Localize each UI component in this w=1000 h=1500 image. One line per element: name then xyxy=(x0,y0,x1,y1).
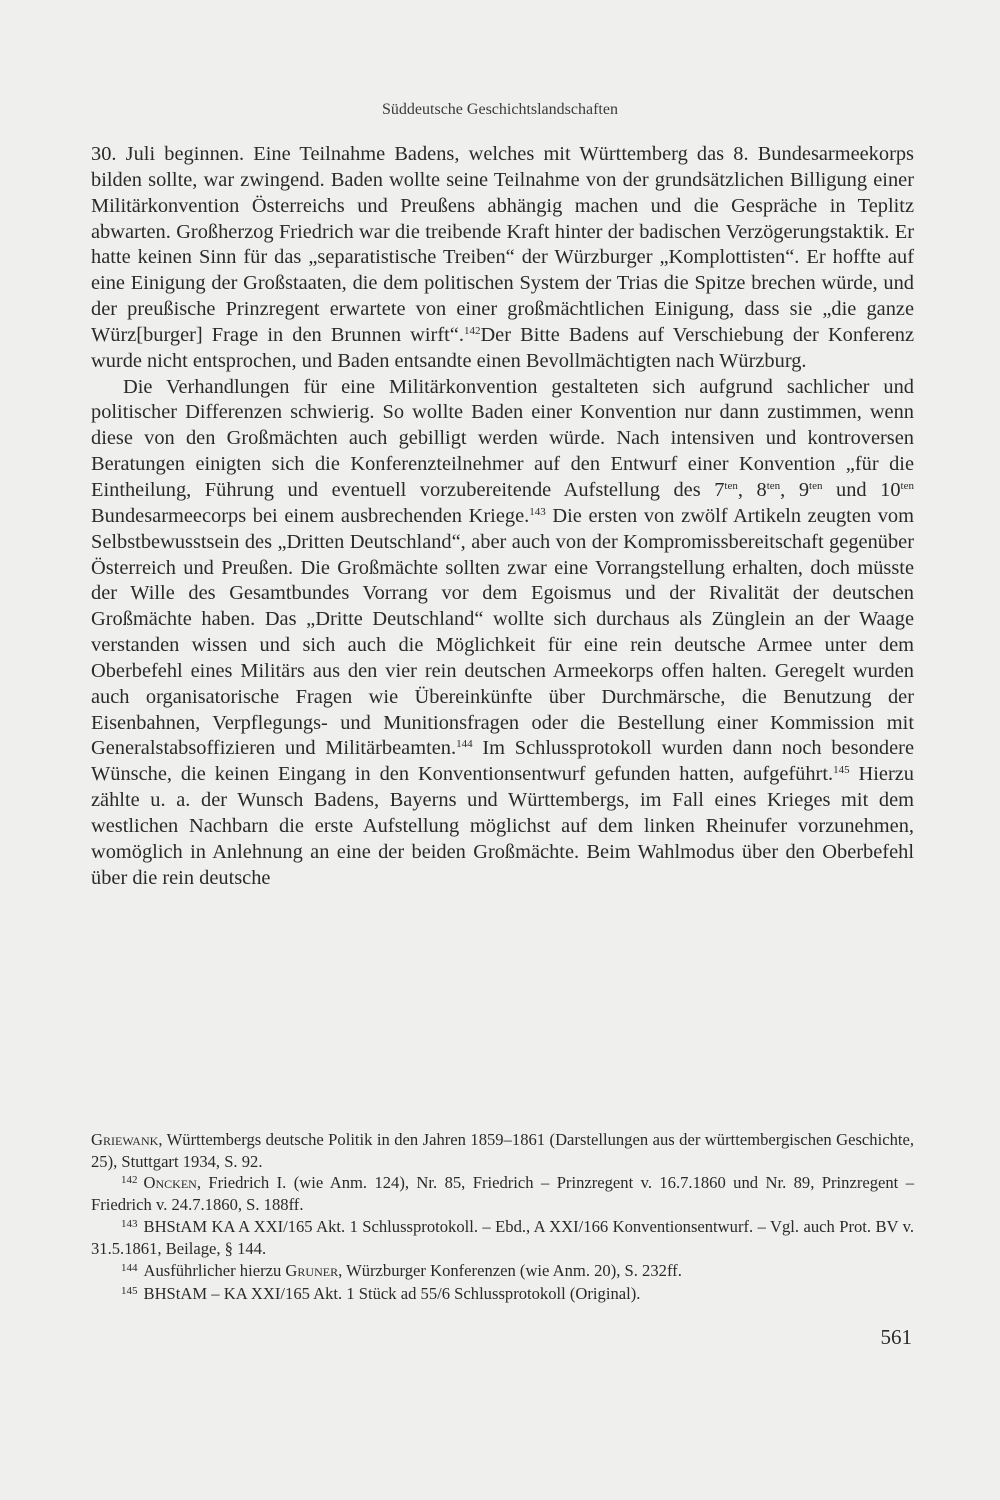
paragraph-2-text-c: Die ersten von zwölf Artikeln zeugten vom Selbstbewusstsein des „Dritten Deutschland“, aber auch von der Kompromissbereitschaft gegenüber Österreich und Preußen. Die Großmächte sollten zwar eine Vorrangstellung erhalten, doch müsste der Wille des Gesamtbundes Vorrang vor dem Egoismus und der Rivalität der deutschen Großmächte haben. Das „Dritte Deutschland“ wollte sich durchaus als Zünglein an der Waage verstanden wissen und sich auch die Möglichkeit für eine rein deutsche Armee unter dem Oberbefehl eines Militärs aus den vier rein deutschen Armeekorps offen halten. Geregelt wurden auch organisatorische Fragen wie Übereinkünfte über Durchmärsche, die Benutzung der Eisenbahnen, Verpflegungs- und Munitionsfragen oder die Bestellung einer Kommission mit Generalstabsoffizieren und Militärbeamten. xyxy=(91,504,914,760)
footnote-text: , Friedrich I. (wie Anm. 124), Nr. 85, Friedrich – Prinzregent v. 16.7.1860 und Nr. 89, Prinzregent – Friedrich v. 24.7.1860, S. 188ff. xyxy=(91,1173,914,1214)
footnote-text: , Württembergs deutsche Politik in den Jahren 1859–1861 (Darstellungen aus der württembergischen Geschichte, 25), Stuttgart 1934, S. 92. xyxy=(91,1130,914,1171)
ordinal-suffix: ten xyxy=(809,479,823,492)
separator: und xyxy=(822,478,881,501)
paragraph-2-text-b: Bundesarmeecorps bei einem ausbrechenden Kriege. xyxy=(91,504,530,527)
ordinal-suffix: ten xyxy=(766,479,781,492)
separator: , xyxy=(737,478,757,501)
footnote-ref-144[interactable]: 144 xyxy=(456,738,473,751)
footnote-text: BHStAM – KA XXI/165 Akt. 1 Stück ad 55/6 Schlussprotokoll (Original). xyxy=(143,1283,641,1303)
footnote-ref-143[interactable]: 143 xyxy=(529,505,546,518)
footnote-number: 142 xyxy=(121,1174,138,1186)
footnote-text: BHStAM KA A XXI/165 Akt. 1 Schlussprotokoll. – Ebd., A XXI/166 Konventionsentwurf. – Vgl. auch Prot. BV v. 31.5.1861, Beilage, § 144. xyxy=(91,1217,914,1258)
separator: , xyxy=(780,478,799,501)
paragraph-2-text-e: Hierzu zählte u. a. der Wunsch Badens, Bayerns und Württembergs, im Fall eines Krieges mit dem westlichen Nachbarn die erste Aufstellung möglichst auf dem linken Rheinufer vorzunehmen, womöglich in Anlehnung an eine der beiden Großmächte. Beim Wahlmodus über den Oberbefehl über die rein deutsche xyxy=(91,763,914,889)
ordinal-8: 8 xyxy=(756,478,767,501)
ordinal-suffix: ten xyxy=(900,479,914,492)
footnote-145 xyxy=(91,1283,914,1305)
paragraph-1-text-a: 30. Juli beginnen. Eine Teilnahme Badens, welches mit Württemberg das 8. Bundesarmeekorps bilden sollte, war zwingend. Baden wollte seine Teilnahme von der grundsätzlichen Billigung einer Militärkonvention Österreichs und Preußens abhängig machen und die Gespräche in Teplitz abwarten. Großherzog Friedrich war die treibende Kraft hinter der badischen Verzögerungstaktik. Er hatte keinen Sinn für das „separatistische Treiben“ der Würzburger „Komplottisten“. Er hoffte auf eine Einigung der Großstaaten, die dem politischen System der Trias die Spitze brechen würde, und der preußische Prinzregent erwartete von einer großmächtlichen Einigung, dass sie „die ganze Würz[burger] Frage in den Brunnen wirft“. xyxy=(91,143,914,346)
running-head: Süddeutsche Geschichtslandschaften xyxy=(382,101,618,118)
paragraph-2 xyxy=(91,375,914,892)
footnote-author: Griewank xyxy=(91,1130,159,1149)
footnote-number: 143 xyxy=(121,1218,138,1230)
footnote-143 xyxy=(91,1216,914,1259)
main-text xyxy=(91,142,914,891)
footnote-number: 145 xyxy=(121,1284,138,1297)
footnote-author: Gruner xyxy=(285,1261,339,1280)
footnote-author: Oncken xyxy=(143,1173,197,1192)
footnote-142 xyxy=(91,1172,914,1215)
paragraph-2-text-a: Die Verhandlungen für eine Militärkonvention gestalteten sich aufgrund sachlicher und politischer Differenzen schwierig. So wollte Baden einer Konvention nur dann zustimmen, wenn diese von den Großmächten auch gebilligt werden würde. Nach intensiven und kontroversen Beratungen einigten sich die Konferenzteilnehmer auf den Entwurf einer Konvention „für die Eintheilung, Führung und eventuell vorzubereitende Aufstellung des xyxy=(91,375,914,501)
ordinal-7: 7 xyxy=(714,478,725,501)
ordinal-9: 9 xyxy=(798,478,810,501)
ordinal-suffix: ten xyxy=(724,479,738,492)
footnote-continuation xyxy=(91,1129,914,1172)
ordinal-10: 10 xyxy=(880,478,901,501)
page-number: 561 xyxy=(880,1325,912,1349)
paragraph-1-text-b: Der Bitte Badens auf Verschiebung der Konferenz wurde nicht entsprochen, und Baden entsandte einen Bevollmächtigten nach Würzburg. xyxy=(91,323,914,372)
footnote-text: Ausführlicher hierzu xyxy=(143,1261,286,1280)
paragraph-2-text-d: Im Schlussprotokoll wurden dann noch besondere Wünsche, die keinen Eingang in den Konventionsentwurf gefunden hatten, aufgeführt. xyxy=(91,737,914,786)
footnote-ref-142[interactable]: 142 xyxy=(463,324,481,337)
footnote-number: 144 xyxy=(121,1262,138,1274)
footnote-ref-145[interactable]: 145 xyxy=(833,764,850,777)
footnotes xyxy=(91,1129,914,1304)
footnote-144 xyxy=(91,1260,914,1282)
paragraph-1 xyxy=(91,142,914,375)
footnote-text: , Würzburger Konferenzen (wie Anm. 20), S. 232ff. xyxy=(338,1261,682,1280)
